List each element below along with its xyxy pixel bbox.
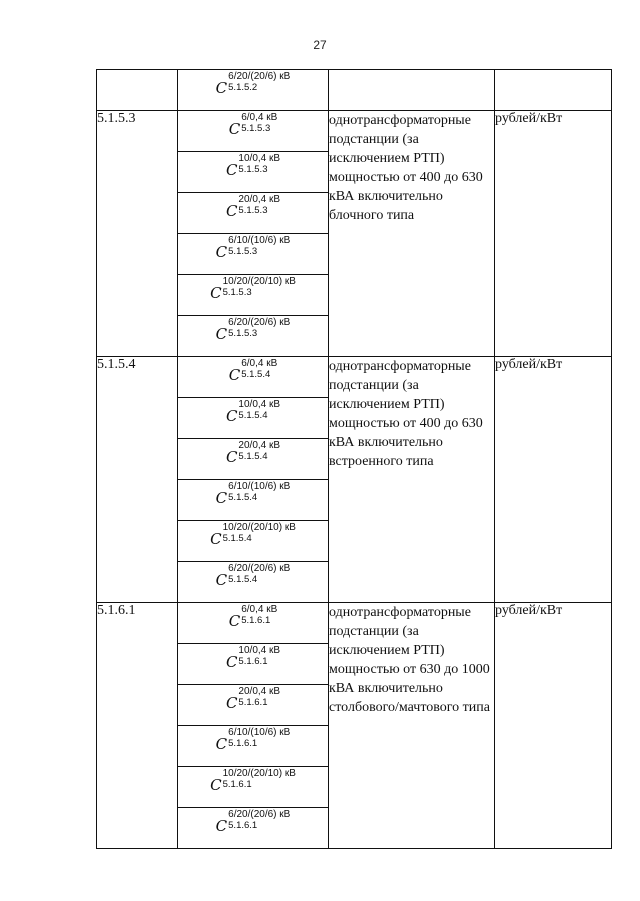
formula-superscript: 6/0,4 кВ [241,112,278,123]
item-unit: рублей/кВт [495,603,612,849]
formula-cell [178,275,329,316]
formula-superscript: 20/0,4 кВ [238,686,281,697]
formula-symbol: C [228,366,241,384]
formula-indices [238,686,280,708]
formula-cell [178,808,329,849]
tariff-formula [178,399,328,425]
formula-subscript: 5.1.5.4 [222,533,252,544]
tariff-table [96,69,612,849]
tariff-formula [178,276,328,302]
formula-indices [228,727,290,749]
formula-superscript: 6/20/(20/6) кВ [228,71,291,82]
formula-cell [178,398,329,439]
formula-indices [228,235,290,257]
formula-subscript: 5.1.5.4 [228,574,258,585]
formula-superscript: 10/0,4 кВ [238,153,281,164]
formula-indices [241,112,277,134]
formula-cell [178,439,329,480]
item-unit: рублей/кВт [495,111,612,357]
formula-cell [178,152,329,193]
formula-superscript: 10/0,4 кВ [238,645,281,656]
tariff-formula [178,440,328,466]
tariff-formula [178,194,328,220]
item-description: однотрансформаторные подстанции (за исключением РТП) мощностью от 400 до 630 кВА включительно блочного типа [329,111,495,357]
formula-subscript: 5.1.5.4 [238,451,268,462]
formula-superscript: 10/20/(20/10) кВ [222,276,296,287]
formula-indices [228,809,290,831]
formula-subscript: 5.1.5.4 [241,369,271,380]
formula-superscript: 6/20/(20/6) кВ [228,317,291,328]
formula-symbol: C [225,202,238,220]
formula-symbol: C [210,776,222,794]
formula-indices [223,276,296,298]
formula-indices [228,481,290,503]
formula-cell [178,357,329,398]
formula-symbol: C [225,448,238,466]
formula-superscript: 6/10/(10/6) кВ [228,481,291,492]
formula-symbol: C [228,612,241,630]
item-unit: рублей/кВт [495,357,612,603]
formula-superscript: 20/0,4 кВ [238,194,281,205]
formula-indices [241,604,277,626]
table-row [97,70,612,111]
item-code: 5.1.5.3 [97,111,178,357]
tariff-formula [178,604,328,630]
formula-superscript: 10/0,4 кВ [238,399,281,410]
formula-subscript: 5.1.6.1 [238,656,268,667]
formula-symbol: C [228,120,241,138]
formula-indices [228,317,290,339]
formula-indices [238,645,280,667]
formula-indices [228,71,290,93]
formula-subscript: 5.1.5.3 [228,246,258,257]
formula-indices [238,153,280,175]
formula-indices [238,399,280,421]
formula-symbol: C [215,571,228,589]
tariff-formula [178,563,328,589]
formula-subscript: 5.1.6.1 [228,738,258,749]
tariff-formula [178,112,328,138]
formula-subscript: 5.1.5.3 [241,123,271,134]
formula-indices [228,563,290,585]
formula-superscript: 20/0,4 кВ [238,440,281,451]
tariff-formula [178,809,328,835]
formula-subscript: 5.1.5.3 [228,328,258,339]
tariff-formula [178,317,328,343]
formula-subscript: 5.1.5.3 [238,164,268,175]
formula-cell [178,480,329,521]
formula-subscript: 5.1.6.1 [241,615,271,626]
formula-subscript: 5.1.5.2 [228,82,258,93]
formula-cell [178,644,329,685]
formula-subscript: 5.1.5.4 [238,410,268,421]
formula-cell [178,521,329,562]
formula-indices [241,358,277,380]
formula-superscript: 6/0,4 кВ [241,358,278,369]
tariff-formula [178,481,328,507]
formula-symbol: C [225,694,238,712]
formula-symbol: C [215,325,228,343]
description-cell [329,70,495,111]
table-row [97,111,612,152]
formula-subscript: 5.1.5.3 [222,287,252,298]
code-cell [97,70,178,111]
tariff-formula [178,768,328,794]
formula-symbol: C [225,653,238,671]
formula-cell [178,603,329,644]
formula-indices [223,768,296,790]
tariff-formula [178,645,328,671]
formula-indices [238,194,280,216]
item-code: 5.1.5.4 [97,357,178,603]
formula-subscript: 5.1.6.1 [238,697,268,708]
formula-superscript: 10/20/(20/10) кВ [222,768,296,779]
item-description: однотрансформаторные подстанции (за исключением РТП) мощностью от 400 до 630 кВА включительно встроенного типа [329,357,495,603]
formula-indices [223,522,296,544]
item-description: однотрансформаторные подстанции (за исключением РТП) мощностью от 630 до 1000 кВА включительно столбового/мачтового типа [329,603,495,849]
formula-symbol: C [225,407,238,425]
formula-cell [178,193,329,234]
tariff-formula [178,153,328,179]
formula-cell [178,234,329,275]
formula-symbol: C [225,161,238,179]
formula-symbol: C [210,284,222,302]
formula-symbol: C [210,530,222,548]
tariff-formula [178,522,328,548]
formula-symbol: C [215,489,228,507]
formula-subscript: 5.1.6.1 [222,779,252,790]
formula-cell [178,562,329,603]
formula-subscript: 5.1.5.3 [238,205,268,216]
formula-subscript: 5.1.5.4 [228,492,258,503]
tariff-formula [178,727,328,753]
formula-cell [178,70,329,111]
formula-cell [178,726,329,767]
tariff-formula [178,686,328,712]
formula-subscript: 5.1.6.1 [228,820,258,831]
formula-symbol: C [215,243,228,261]
unit-cell [495,70,612,111]
formula-cell [178,316,329,357]
formula-cell [178,685,329,726]
formula-superscript: 6/20/(20/6) кВ [228,563,291,574]
formula-superscript: 6/20/(20/6) кВ [228,809,291,820]
item-code: 5.1.6.1 [97,603,178,849]
formula-superscript: 6/10/(10/6) кВ [228,727,291,738]
formula-symbol: C [215,817,228,835]
tariff-formula [178,71,328,97]
formula-cell [178,111,329,152]
page-number: 27 [313,38,327,52]
formula-superscript: 6/10/(10/6) кВ [228,235,291,246]
formula-indices [238,440,280,462]
formula-superscript: 10/20/(20/10) кВ [222,522,296,533]
table-row [97,357,612,398]
tariff-formula [178,235,328,261]
formula-cell [178,767,329,808]
table-row [97,603,612,644]
formula-symbol: C [215,735,228,753]
formula-symbol: C [215,79,228,97]
tariff-formula [178,358,328,384]
formula-superscript: 6/0,4 кВ [241,604,278,615]
